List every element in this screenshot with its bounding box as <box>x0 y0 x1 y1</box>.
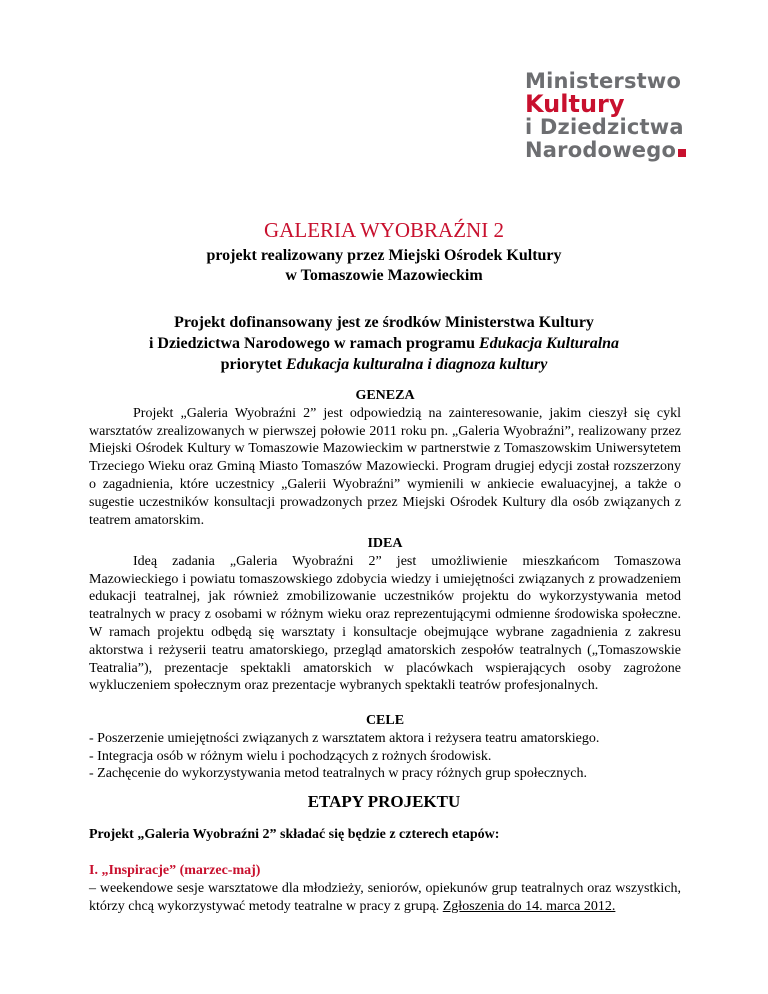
cele-section <box>89 712 681 783</box>
geneza-text: Projekt „Galeria Wyobraźni 2” jest odpowiedzią na zainteresowanie, jakim cieszył się cykl warsztatów zrealizowanych w pierwszej połowie 2011 roku pn. „Galeria Wyobraźni”, realizowany przez Miejski Ośrodek Kultury w Tomaszowie Mazowieckim w partnerstwie z Tomaszowskim Uniwersytetem Trzeciego Wieku oraz Gminą Miasto Tomaszów Mazowiecki. Program drugiej edycji został rozszerzony o zagadnienia, które uczestnicy „Galerii Wyobraźni” wymienili w ankiecie ewaluacyjnej, a także o sugestie uczestników konsultacji prowadzonych przez Miejski Ośrodek Kultury dla osób związanych z teatrem amatorskim. <box>89 405 681 528</box>
funding-line-3-text: priorytet <box>220 356 286 373</box>
cele-item: - Zachęcenie do wykorzystywania metod teatralnych w pracy różnych grup społecznych. <box>89 766 587 782</box>
geneza-heading: GENEZA <box>355 388 415 403</box>
cele-item: - Poszerzenie umiejętności związanych z warsztatem aktora i reżysera teatru amatorskiego. <box>89 730 600 746</box>
etapy-heading: ETAPY PROJEKTU <box>307 792 461 811</box>
priority-name: Edukacja kulturalna i diagnoza kultury <box>285 356 548 373</box>
cele-heading: CELE <box>365 713 405 728</box>
etapy-intro: Projekt „Galeria Wyobraźni 2” składać się będzie z czterech etapów: <box>89 827 500 842</box>
idea-text: Ideą zadania „Galeria Wyobraźni 2” jest umożliwienie mieszkańcom Tomaszowa Mazowieckiego i powiatu tomaszowskiego zdobycia wiedzy i umiejętności związanych z prowadzeniem edukacji teatralnej, jak również zmobilizowanie uczestników projektu do wykorzystywania metod teatralnych w pracy z osobami w różnym wieku oraz reprezentującymi odmienne środowiska społeczne. W ramach projektu odbędą się warsztaty i konsultacje obejmujące wybrane zagadnienia z zakresu aktorstwa i reżyserii teatru amatorskiego, przegląd amatorskich zespołów teatralnych („Tomaszowskie Teatralia”), prezentacje spektakli amatorskich w placówkach wspierających osoby zagrożone wykluczeniem społecznym oraz prezentacje wybranych spektakli teatrów profesjonalnych. <box>89 553 681 694</box>
stage-1 <box>89 862 681 915</box>
funding-line-3 <box>0 354 768 375</box>
document-title: GALERIA WYOBRAŹNI 2 <box>264 218 504 242</box>
funding-line-1: Projekt dofinansowany jest ze środków Ministerstwa Kultury <box>174 314 594 331</box>
funding-statement <box>0 312 768 375</box>
logo-line-2: Kultury <box>525 90 625 118</box>
subtitle-line-1: projekt realizowany przez Miejski Ośrodek Kultury <box>206 247 562 264</box>
stage-1-text <box>89 880 681 916</box>
logo-line-1: Ministerstwo <box>525 69 682 93</box>
logo-line-4 <box>525 139 725 162</box>
stage-1-description: – weekendowe sesje warsztatowe dla młodzieży, seniorów, opiekunów grup teatralnych oraz wszystkich, którzy chcą wykorzystywać metody teatralne w pracy z grupą. <box>89 880 681 914</box>
logo-line-3: i Dziedzictwa <box>525 115 684 139</box>
idea-heading: IDEA <box>367 536 403 551</box>
cele-item: - Integracja osób w różnym wielu i pochodzących z rożnych środowisk. <box>89 748 492 764</box>
program-name: Edukacja Kulturalna <box>478 335 620 352</box>
registration-deadline-link[interactable]: Zgłoszenia do 14. marca 2012. <box>442 898 616 914</box>
geneza-section <box>89 387 681 529</box>
logo-line-4-text: Narodowego <box>525 138 677 162</box>
idea-section <box>89 535 681 695</box>
stage-1-title: I. „Inspiracje” (marzec-maj) <box>89 863 261 878</box>
funding-line-2 <box>0 333 768 354</box>
subtitle-line-2: w Tomaszowie Mazowieckim <box>285 267 483 284</box>
logo-dot-icon <box>678 149 686 157</box>
ministry-logo <box>525 70 725 162</box>
funding-line-2-text: i Dziedzictwa Narodowego w ramach programu <box>148 335 479 352</box>
